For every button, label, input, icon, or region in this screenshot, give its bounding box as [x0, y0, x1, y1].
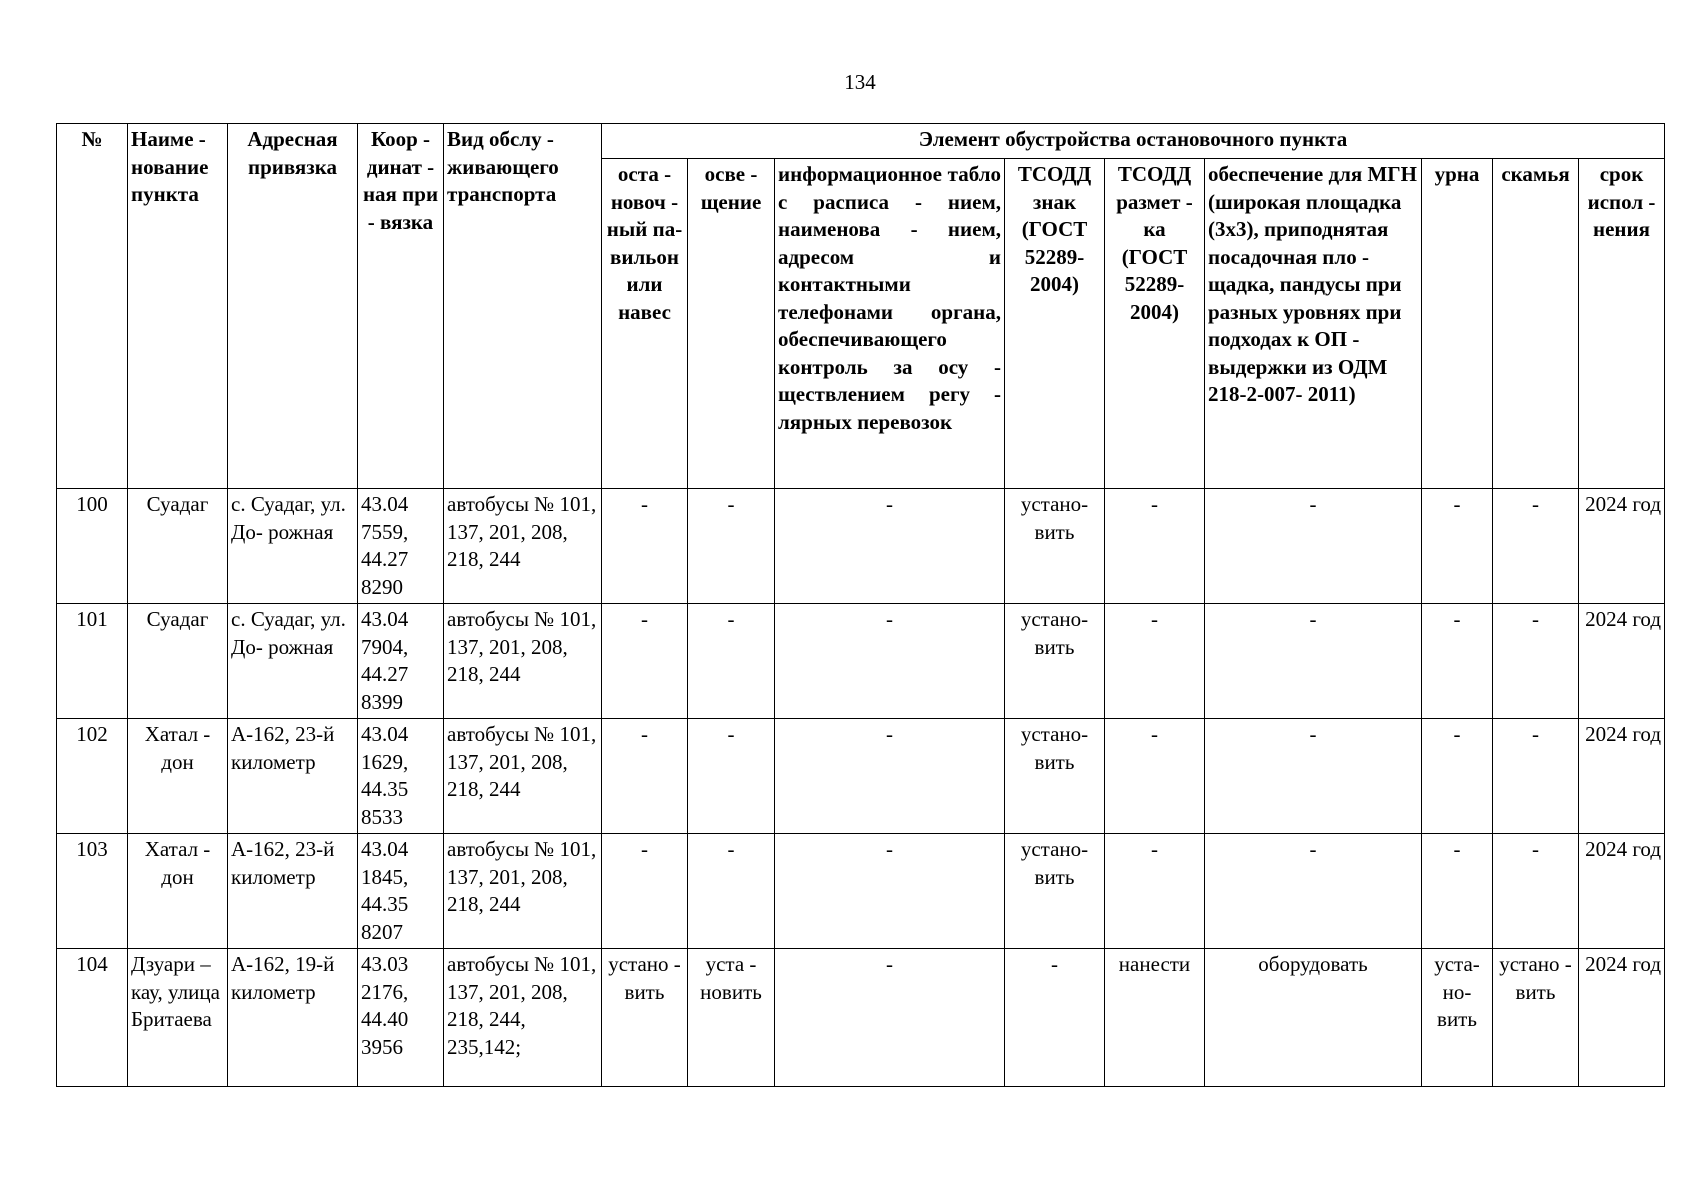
cell-marking: -: [1105, 604, 1205, 719]
cell-pavilion: устано - вить: [602, 949, 688, 1087]
header-name: Наиме - нование пункта: [128, 124, 228, 489]
cell-urn: -: [1422, 489, 1493, 604]
cell-deadline: 2024 год: [1579, 834, 1665, 949]
cell-sign: устано- вить: [1005, 834, 1105, 949]
header-pavilion: оста - новоч - ный па- вильон или навес: [602, 159, 688, 489]
cell-mgn: -: [1205, 489, 1422, 604]
cell-num: 101: [57, 604, 128, 719]
table-row: [57, 949, 1665, 1087]
header-marking: ТСОДД размет - ка (ГОСТ 52289- 2004): [1105, 159, 1205, 489]
header-deadline: срок испол - нения: [1579, 159, 1665, 489]
cell-mgn: -: [1205, 719, 1422, 834]
cell-deadline: 2024 год: [1579, 719, 1665, 834]
cell-address: с. Суадаг, ул. До- рожная: [228, 489, 358, 604]
cell-marking: -: [1105, 489, 1205, 604]
header-sign: ТСОДД знак (ГОСТ 52289- 2004): [1005, 159, 1105, 489]
cell-bench: -: [1493, 719, 1579, 834]
cell-deadline: 2024 год: [1579, 489, 1665, 604]
cell-name: Хатал - дон: [128, 834, 228, 949]
header-coords: Коор - динат - ная при - вязка: [358, 124, 444, 489]
cell-info-board: -: [775, 834, 1005, 949]
cell-coords: 43.04 7904, 44.27 8399: [358, 604, 444, 719]
cell-pavilion: -: [602, 719, 688, 834]
cell-address: А-162, 23-й километр: [228, 719, 358, 834]
cell-sign: -: [1005, 949, 1105, 1087]
cell-lighting: -: [688, 834, 775, 949]
page-number: 134: [844, 70, 876, 94]
cell-sign: устано- вить: [1005, 604, 1105, 719]
cell-bench: -: [1493, 489, 1579, 604]
header-bench: скамья: [1493, 159, 1579, 489]
header-row-top: [57, 124, 1665, 159]
cell-num: 100: [57, 489, 128, 604]
cell-deadline: 2024 год: [1579, 604, 1665, 719]
cell-address: А-162, 19-й километр: [228, 949, 358, 1087]
table-row: [57, 719, 1665, 834]
header-urn: урна: [1422, 159, 1493, 489]
cell-transport: автобусы № 101, 137, 201, 208, 218, 244: [444, 489, 602, 604]
cell-urn: -: [1422, 834, 1493, 949]
cell-bench: -: [1493, 834, 1579, 949]
cell-address: с. Суадаг, ул. До- рожная: [228, 604, 358, 719]
cell-address: А-162, 23-й километр: [228, 834, 358, 949]
bus-stops-table: [56, 123, 1665, 1087]
header-address: Адресная привязка: [228, 124, 358, 489]
cell-pavilion: -: [602, 604, 688, 719]
cell-num: 104: [57, 949, 128, 1087]
header-lighting: осве - щение: [688, 159, 775, 489]
cell-coords: 43.04 7559, 44.27 8290: [358, 489, 444, 604]
cell-lighting: уста - новить: [688, 949, 775, 1087]
header-stop-elements-group: Элемент обустройства остановочного пункта: [602, 124, 1665, 159]
header-num: №: [57, 124, 128, 489]
cell-lighting: -: [688, 489, 775, 604]
cell-marking: -: [1105, 834, 1205, 949]
header-mgn: обеспечение для МГН (широкая площадка (3х3), приподнятая посадочная пло - щадка, пандусы при разных уровнях при подходах к ОП - выдержки из ОДМ 218-2-007- 2011): [1205, 159, 1422, 489]
cell-urn: уста- но- вить: [1422, 949, 1493, 1087]
cell-deadline: 2024 год: [1579, 949, 1665, 1087]
cell-info-board: -: [775, 949, 1005, 1087]
cell-urn: -: [1422, 604, 1493, 719]
cell-info-board: -: [775, 719, 1005, 834]
cell-transport: автобусы № 101, 137, 201, 208, 218, 244: [444, 834, 602, 949]
cell-name: Хатал - дон: [128, 719, 228, 834]
cell-bench: устано - вить: [1493, 949, 1579, 1087]
cell-transport: автобусы № 101, 137, 201, 208, 218, 244: [444, 719, 602, 834]
cell-lighting: -: [688, 719, 775, 834]
table-row: [57, 834, 1665, 949]
cell-pavilion: -: [602, 489, 688, 604]
cell-sign: устано- вить: [1005, 489, 1105, 604]
cell-num: 103: [57, 834, 128, 949]
cell-info-board: -: [775, 604, 1005, 719]
cell-name: Суадаг: [128, 604, 228, 719]
cell-transport: автобусы № 101, 137, 201, 208, 218, 244: [444, 604, 602, 719]
table-row: [57, 489, 1665, 604]
cell-num: 102: [57, 719, 128, 834]
table-row: [57, 604, 1665, 719]
cell-coords: 43.04 1629, 44.35 8533: [358, 719, 444, 834]
cell-marking: -: [1105, 719, 1205, 834]
cell-urn: -: [1422, 719, 1493, 834]
cell-coords: 43.04 1845, 44.35 8207: [358, 834, 444, 949]
cell-bench: -: [1493, 604, 1579, 719]
cell-lighting: -: [688, 604, 775, 719]
cell-name: Дзуари – кау, улица Бритаева: [128, 949, 228, 1087]
cell-mgn: -: [1205, 604, 1422, 719]
cell-marking: нанести: [1105, 949, 1205, 1087]
cell-mgn: оборудовать: [1205, 949, 1422, 1087]
cell-mgn: -: [1205, 834, 1422, 949]
cell-coords: 43.03 2176, 44.40 3956: [358, 949, 444, 1087]
cell-name: Суадаг: [128, 489, 228, 604]
cell-sign: устано- вить: [1005, 719, 1105, 834]
cell-pavilion: -: [602, 834, 688, 949]
header-info-board: информационное табло с расписа - нием, наименова - нием, адресом и контактными телефонами органа, обеспечивающего контроль за осу - ществлением регу - лярных перевозок: [775, 159, 1005, 489]
cell-transport: автобусы № 101, 137, 201, 208, 218, 244, 235,142;: [444, 949, 602, 1087]
cell-info-board: -: [775, 489, 1005, 604]
header-transport: Вид обслу - живающего транспорта: [444, 124, 602, 489]
